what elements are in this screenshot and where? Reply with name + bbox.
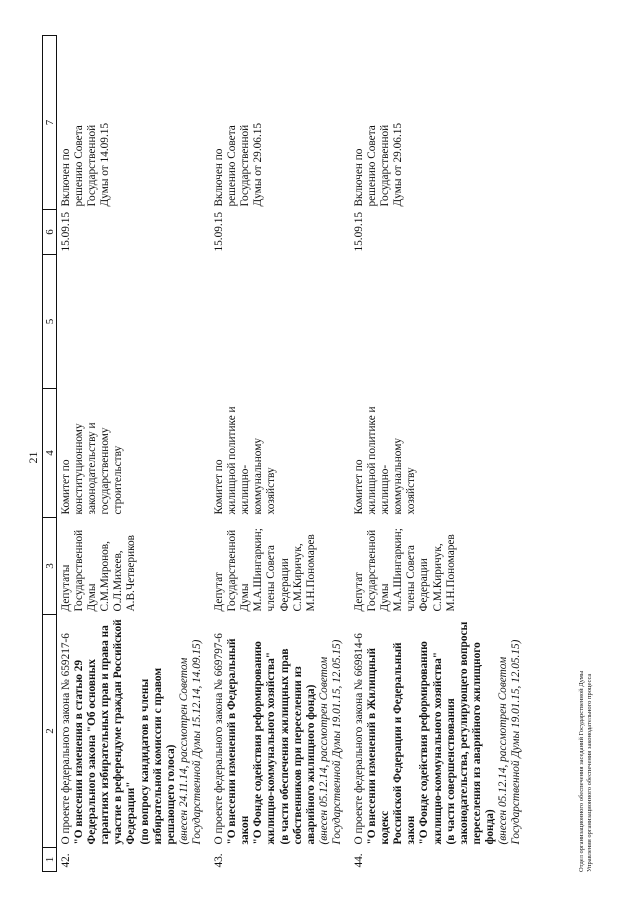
decision-line: решению Совета (226, 125, 239, 207)
bill-text-line: Российской Федерации и Федеральный закон (392, 642, 418, 845)
author-line: Депутат (352, 572, 365, 612)
bill-text-line: фонда) (483, 809, 496, 845)
committee-line: жилищно- (379, 464, 392, 515)
author-line: Федерации (278, 558, 291, 612)
committee-line: хозяйству (405, 467, 418, 515)
bill-text-line: "О внесении изменений в Жилищный кодекс (366, 648, 392, 845)
bill-text-line: законодательства, регулирующего вопросы (457, 621, 470, 845)
decision-line: Включен по (213, 148, 226, 207)
responsible-committee (350, 389, 529, 518)
bill-title: О проекте федерального закона № 669797-6 (213, 633, 226, 845)
bill-text-line: участие в референдуме граждан Российской (112, 619, 125, 845)
decision-line: решению Совета (73, 125, 86, 207)
bill-text-line: "О Фонде содействия реформированию (252, 641, 265, 845)
author-line: Депутат (213, 572, 226, 612)
bill-note-line: Государственной Думы 19.01.15, 12.05.15) (330, 639, 343, 845)
bill-description (210, 615, 350, 848)
decision-line: Включен по (60, 148, 72, 207)
committee-line: законодательству и (86, 422, 99, 515)
footer (578, 671, 594, 872)
author-line: Государственной (73, 529, 86, 612)
row-number: 42. (60, 853, 72, 868)
bill-note-line: (внесен 05.12.14, рассмотрен Советом (317, 656, 330, 845)
col-header-7: 7 (43, 36, 57, 210)
consideration-date: 15.09.15 (60, 211, 72, 252)
row-number: 44. (352, 853, 365, 868)
decision-line: Думы от 29.06.15 (392, 122, 405, 207)
bill-description (57, 615, 211, 848)
author-line: члены Совета (265, 545, 278, 612)
responsible-committee (57, 389, 211, 518)
bill-note-line: Государственной Думы 19.01.15, 12.05.15) (510, 639, 523, 845)
committee-line: государственному (99, 427, 112, 515)
column-5-cell (350, 255, 529, 389)
author-line: члены Совета (405, 545, 418, 612)
bill-text-line: "О Фонде содействия реформированию (418, 641, 431, 845)
bill-text-line: "О внесении изменений в Федеральный закон (226, 638, 252, 845)
decision-line: решению Совета (366, 125, 379, 207)
bill-title: О проекте федерального закона № 659217-6 (60, 633, 72, 845)
author-line: С.М.Киричук, (291, 543, 304, 612)
bill-text-line: переселения из аварийного жилищного (470, 642, 483, 845)
author-line: Федерации (418, 558, 431, 612)
author-line: М.Н.Пономарев (444, 534, 457, 612)
table-row (210, 36, 350, 872)
author-line: Государственной (366, 529, 379, 612)
bill-authors (350, 518, 529, 615)
row-number: 43. (213, 853, 226, 868)
footer-line: Отдел организационного обеспечения заседаний Государственной Думы (578, 670, 585, 872)
decision-line: Думы от 29.06.15 (252, 122, 265, 207)
committee-line: Комитет по (352, 459, 365, 515)
bill-text-line: (в части обеспечения жилищных прав (278, 648, 291, 845)
author-line: М.А.Шингаркин; (392, 528, 405, 612)
table-row (57, 36, 211, 872)
table-row (350, 36, 529, 872)
author-line: М.А.Шингаркин; (252, 528, 265, 612)
col-header-2: 2 (43, 615, 57, 848)
inclusion-decision (210, 36, 350, 210)
decision-line: Думы от 14.09.15 (99, 122, 112, 207)
author-line: С.М.Киричук, (431, 543, 444, 612)
col-header-1: 1 (43, 848, 57, 872)
bill-note-line: (внесен 05.12.14, рассмотрен Советом (497, 656, 509, 845)
consideration-date: 15.09.15 (213, 211, 226, 252)
col-header-5: 5 (43, 255, 57, 389)
table-body (57, 36, 530, 872)
bill-text-line: жилищно-коммунального хозяйства" (265, 652, 278, 845)
decision-line: Государственной (86, 124, 99, 207)
bill-text-line: избирательной комиссии с правом (151, 667, 164, 845)
rotated-page (20, 35, 615, 880)
committee-line: жилищно- (239, 464, 252, 515)
author-line: Депутаты (60, 564, 72, 612)
responsible-committee (210, 389, 350, 518)
inclusion-decision (57, 36, 211, 210)
bill-text-line: "О внесении изменения в статью 29 (73, 660, 86, 845)
col-header-3: 3 (43, 518, 57, 615)
author-line: С.М.Миронов, (99, 541, 112, 612)
decision-line: Государственной (239, 124, 252, 207)
bill-text-line: Федерального закона "Об основных (86, 659, 99, 845)
bill-description (350, 615, 529, 848)
bill-text-line: решающего голоса) (164, 744, 177, 845)
column-5-cell (210, 255, 350, 389)
column-5-cell (57, 255, 211, 389)
author-line: Думы (86, 583, 99, 612)
bill-text-line: (по вопросу кандидатов в члены (138, 678, 151, 845)
bill-text-line: Федерации" (125, 781, 138, 845)
committee-line: строительству (112, 445, 125, 515)
bill-authors (57, 518, 211, 615)
committee-line: конституционному (73, 423, 86, 515)
decision-line: Включен по (352, 148, 365, 207)
author-line: М.Н.Пономарев (304, 534, 317, 612)
bill-note-line: (внесен 24.11.14, рассмотрен Советом (177, 657, 190, 845)
author-line: Думы (379, 583, 392, 612)
bill-text-line: аварийного жилищного фонда) (304, 684, 317, 845)
author-line: Думы (239, 583, 252, 612)
bill-text-line: жилищно-коммунального хозяйства" (431, 652, 444, 845)
inclusion-decision (350, 36, 529, 210)
footer-line: Управления организационного обеспечения законодательного процесса (586, 673, 594, 872)
header-row (43, 36, 57, 872)
col-header-4: 4 (43, 389, 57, 518)
committee-line: хозяйству (265, 467, 278, 515)
committee-line: жилищной политике и (366, 406, 379, 515)
committee-line: коммунальному (252, 437, 265, 515)
bill-text-line: гарантиях избирательных прав и права на (99, 625, 112, 845)
author-line: О.Л.Михеев, (112, 550, 125, 612)
bill-text-line: собственников при переселении из (291, 666, 304, 845)
committee-line: Комитет по (60, 459, 72, 515)
agenda-table (42, 35, 529, 872)
consideration-date: 15.09.15 (352, 211, 365, 252)
bill-text-line: (в части совершенствования (444, 698, 457, 845)
page-number: 21 (26, 451, 40, 464)
committee-line: Комитет по (213, 459, 226, 515)
author-line: Государственной (226, 529, 239, 612)
decision-line: Государственной (379, 124, 392, 207)
bill-note-line: Государственной Думы 15.12.14, 14.09.15) (190, 639, 203, 845)
bill-title: О проекте федерального закона № 669814-6 (352, 633, 365, 845)
author-line: А.В.Четвериков (125, 534, 138, 612)
committee-line: коммунальному (392, 437, 405, 515)
col-header-6: 6 (43, 210, 57, 255)
bill-authors (210, 518, 350, 615)
committee-line: жилищной политике и (226, 406, 239, 515)
